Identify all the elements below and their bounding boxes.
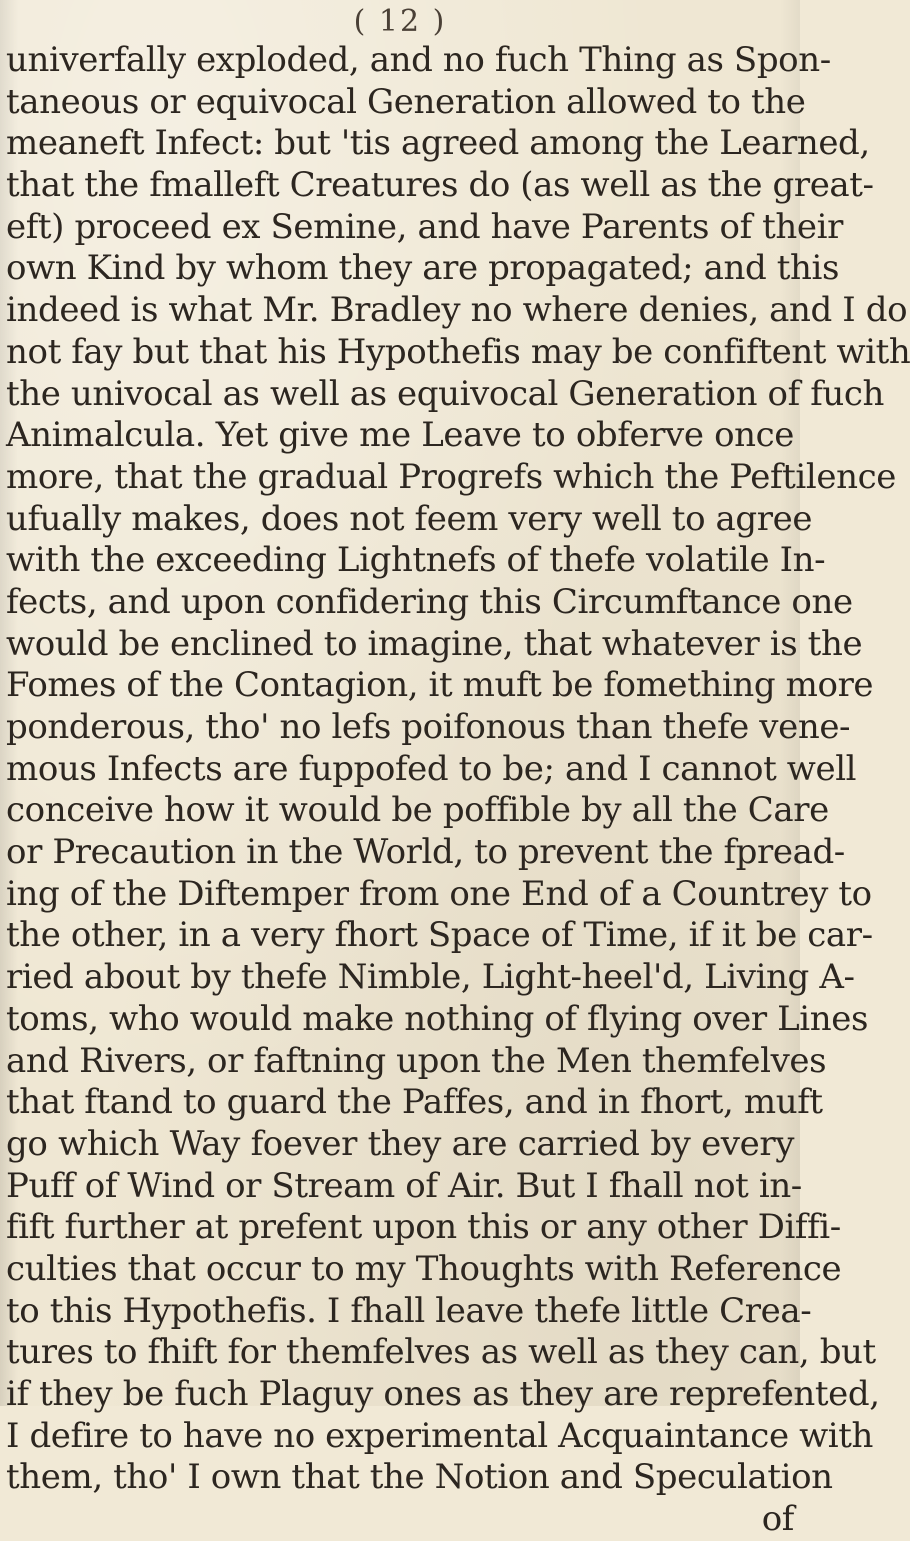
text-line: with the exceeding Lightnefs of thefe volatile In- [6, 540, 826, 581]
text-line: culties that occur to my Thoughts with Reference [6, 1248, 842, 1289]
text-line: not fay but that his Hypothefis may be confiftent with [6, 331, 910, 372]
text-line: Animalcula. Yet give me Leave to obferve once [6, 415, 794, 456]
text-line: would be enclined to imagine, that whatever is the [6, 623, 863, 664]
text-line: them, tho' I own that the Notion and Speculation [6, 1457, 833, 1498]
text-line: mous Infects are fuppofed to be; and I cannot well [6, 748, 857, 789]
text-line: own Kind by whom they are propagated; and this [6, 248, 840, 289]
text-line: indeed is what Mr. Bradley no where denies, and I do [6, 290, 908, 331]
text-line: that the fmalleft Creatures do (as well as the great- [6, 165, 874, 206]
text-line: or Precaution in the World, to prevent the fpread- [6, 832, 845, 873]
text-line: Puff of Wind or Stream of Air. But I fhall not in- [6, 1165, 802, 1206]
text-line: conceive how it would be poffible by all the Care [6, 790, 829, 831]
text-line: and Rivers, or faftning upon the Men themfelves [6, 1040, 827, 1081]
text-line: fift further at prefent upon this or any other Diffi- [6, 1207, 841, 1248]
text-line: meaneft Infect: but 'tis agreed among the Learned, [6, 123, 870, 164]
text-line: univerfally exploded, and no fuch Thing as Spon- [6, 40, 831, 80]
text-line: eft) proceed ex Semine, and have Parents of their [6, 206, 843, 247]
body-text [6, 40, 910, 1541]
text-line: ing of the Diftemper from one End of a Countrey to [6, 873, 872, 914]
text-line: tures to fhift for themfelves as well as they can, but [6, 1332, 876, 1373]
text-line: ried about by thefe Nimble, Light-heel'd, Living A- [6, 957, 855, 998]
text-line: toms, who would make nothing of flying over Lines [6, 998, 868, 1039]
text-line: the other, in a very fhort Space of Time, if it be car- [6, 915, 873, 956]
text-line: Fomes of the Contagion, it muft be fomething more [6, 665, 874, 706]
text-line: if they be fuch Plaguy ones as they are reprefented, [6, 1374, 880, 1414]
text-line: ufually makes, does not feem very well to agree [6, 498, 813, 539]
catchword: of [761, 1499, 794, 1540]
text-line: that ftand to guard the Paffes, and in fhort, muft [6, 1082, 823, 1123]
text-line: fects, and upon confidering this Circumftance one [6, 581, 853, 622]
text-line: go which Way foever they are carried by every [6, 1123, 794, 1164]
text-line: ponderous, tho' no lefs poifonous than thefe vene- [6, 707, 851, 747]
text-line: more, that the gradual Progrefs which the Peftilence [6, 456, 896, 497]
page-number: ( 12 ) [353, 4, 447, 39]
text-line: taneous or equivocal Generation allowed to the [6, 81, 806, 122]
text-line: to this Hypothefis. I fhall leave thefe little Crea- [6, 1290, 812, 1331]
text-line: I defire to have no experimental Acquaintance with [6, 1415, 874, 1456]
text-line: the univocal as well as equivocal Generation of fuch [6, 373, 885, 414]
